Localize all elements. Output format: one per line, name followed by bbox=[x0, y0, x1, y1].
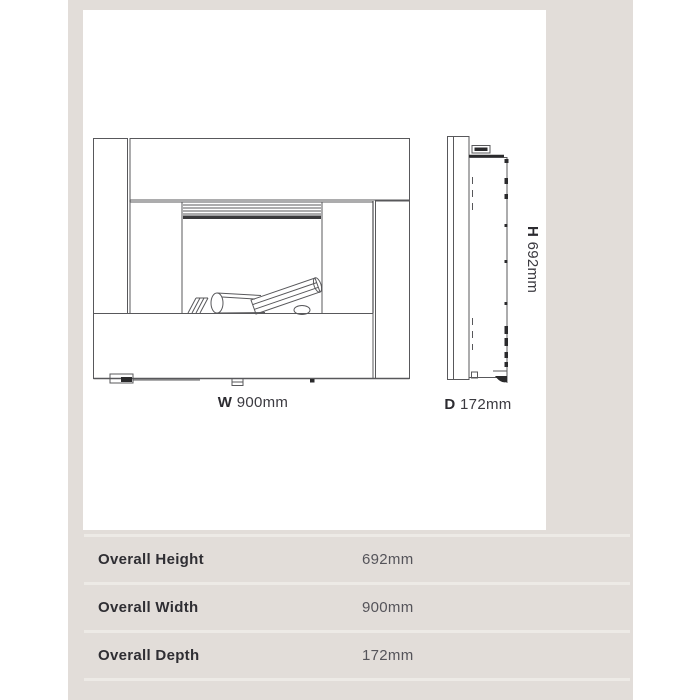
depth-letter: D bbox=[444, 396, 456, 413]
front-view-feet bbox=[110, 374, 315, 386]
spec-row-overall-height bbox=[84, 537, 630, 582]
side-view-feet bbox=[469, 371, 507, 383]
width-dimension-label bbox=[168, 394, 338, 411]
fireplace-side-view bbox=[448, 137, 509, 384]
width-value: 900mm bbox=[236, 394, 289, 411]
page-background-band bbox=[68, 0, 633, 700]
spec-label: Overall Height bbox=[98, 551, 204, 568]
height-letter: H bbox=[524, 226, 541, 238]
spec-value: 172mm bbox=[362, 647, 414, 664]
spec-row-overall-width bbox=[84, 585, 630, 630]
spec-row-overall-depth bbox=[84, 633, 630, 678]
fireplace-dimension-drawing bbox=[83, 10, 546, 530]
spec-label: Overall Depth bbox=[98, 647, 200, 664]
dimension-diagram-panel bbox=[83, 10, 546, 530]
spec-value: 900mm bbox=[362, 599, 414, 616]
spec-label: Overall Width bbox=[98, 599, 199, 616]
spec-table bbox=[84, 534, 630, 681]
log-diagonal bbox=[251, 277, 323, 314]
depth-dimension-label bbox=[428, 396, 528, 413]
spec-value: 692mm bbox=[362, 551, 414, 568]
height-dimension-label bbox=[524, 226, 541, 293]
depth-value: 172mm bbox=[460, 396, 512, 413]
log-kindling bbox=[188, 298, 208, 313]
width-letter: W bbox=[217, 394, 233, 411]
fireplace-front-view bbox=[94, 139, 410, 386]
height-value: 692mm bbox=[524, 241, 541, 294]
